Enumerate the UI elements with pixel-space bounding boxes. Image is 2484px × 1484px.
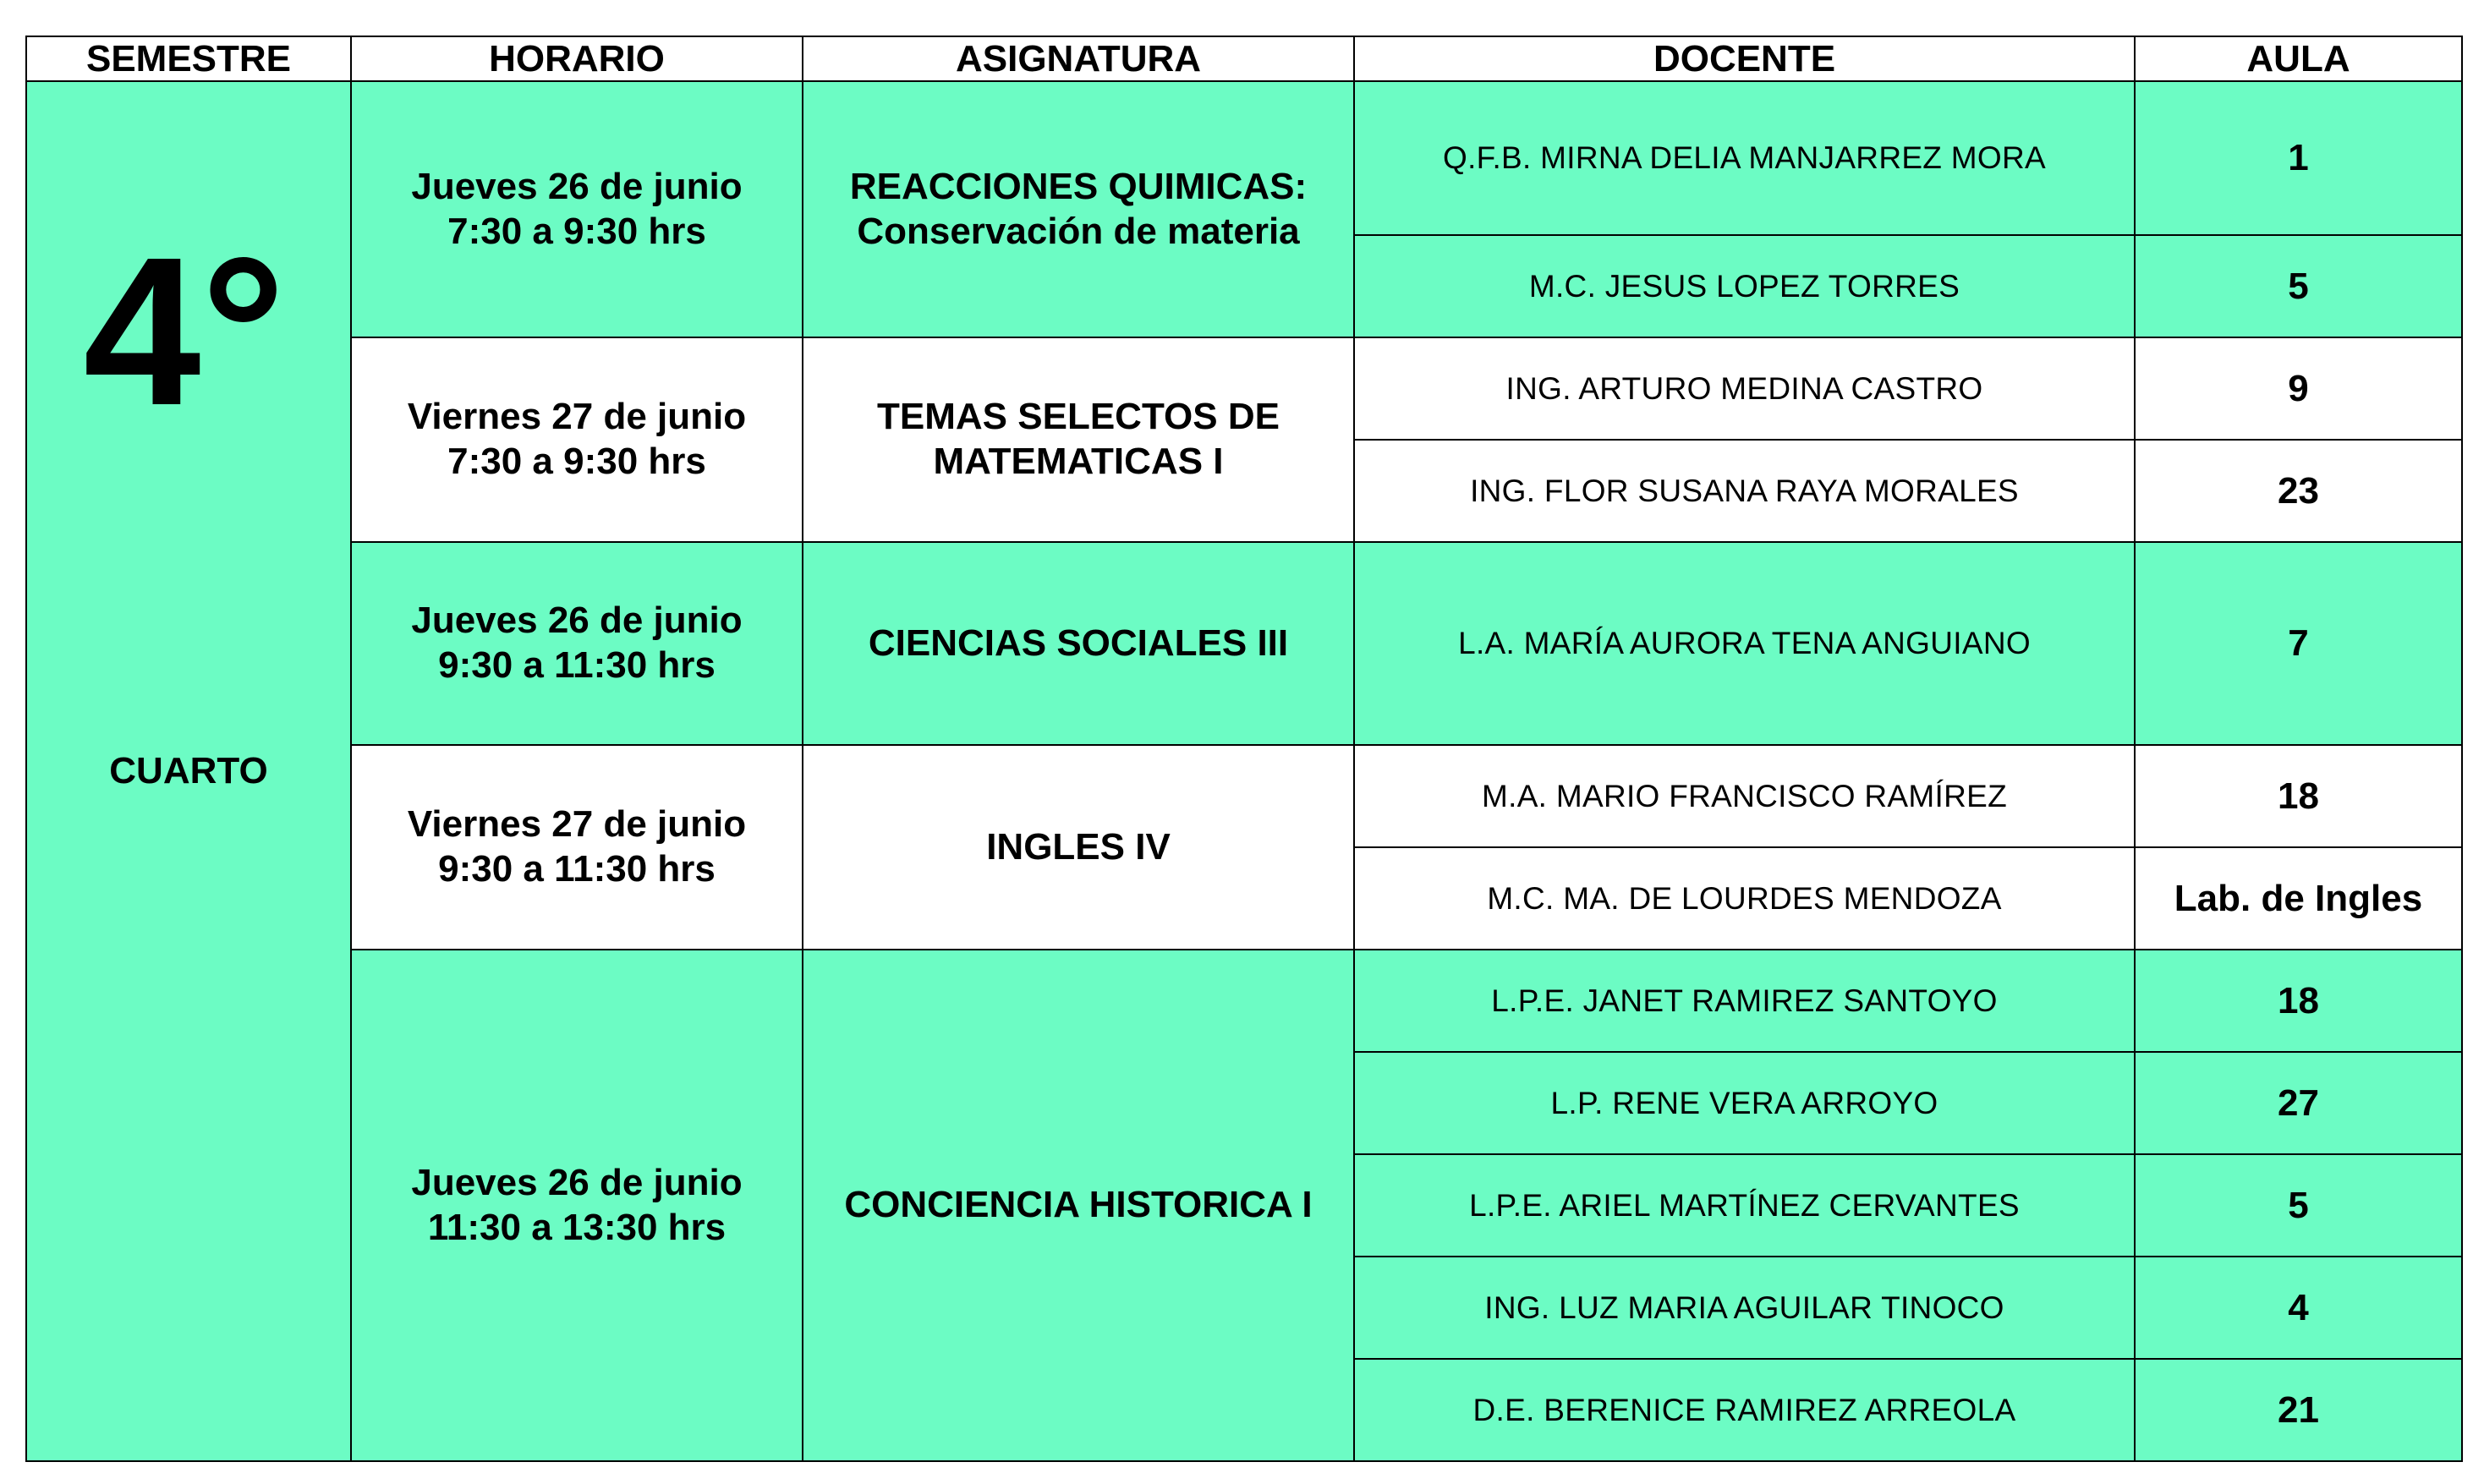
header-row bbox=[26, 36, 2462, 81]
classroom-cell: 7 bbox=[2135, 542, 2462, 745]
schedule-day: Jueves 26 de junio bbox=[411, 165, 743, 207]
exam-schedule-table bbox=[25, 36, 2463, 1462]
teacher-cell: L.P.E. JANET RAMIREZ SANTOYO bbox=[1354, 950, 2135, 1052]
teacher-cell: ING. LUZ MARIA AGUILAR TINOCO bbox=[1354, 1257, 2135, 1359]
classroom-cell: 9 bbox=[2135, 337, 2462, 440]
schedule-hours: 11:30 a 13:30 hrs bbox=[427, 1206, 727, 1248]
subject-subtitle: Conservación de materia bbox=[857, 210, 1300, 252]
semester-cell bbox=[26, 81, 351, 1461]
header-horario: HORARIO bbox=[351, 36, 803, 81]
classroom-cell: 4 bbox=[2135, 1257, 2462, 1359]
schedule-day: Viernes 27 de junio bbox=[407, 803, 747, 846]
subject-name: REACCIONES QUIMICAS: bbox=[849, 165, 1308, 207]
classroom-cell: 5 bbox=[2135, 235, 2462, 337]
schedule-day: Viernes 27 de junio bbox=[407, 396, 747, 438]
classroom-cell: 21 bbox=[2135, 1359, 2462, 1461]
subject-name: TEMAS SELECTOS DE bbox=[877, 396, 1280, 438]
teacher-cell: M.A. MARIO FRANCISCO RAMÍREZ bbox=[1354, 745, 2135, 847]
teacher-cell: ING. ARTURO MEDINA CASTRO bbox=[1354, 337, 2135, 440]
classroom-cell: 18 bbox=[2135, 950, 2462, 1052]
classroom-cell: 27 bbox=[2135, 1052, 2462, 1154]
subject-subtitle: MATEMATICAS I bbox=[933, 441, 1224, 482]
schedule-time-cell bbox=[351, 950, 803, 1461]
table-row bbox=[26, 950, 2462, 1052]
teacher-cell: D.E. BERENICE RAMIREZ ARREOLA bbox=[1354, 1359, 2135, 1461]
classroom-cell: 5 bbox=[2135, 1154, 2462, 1257]
teacher-cell: M.C. JESUS LOPEZ TORRES bbox=[1354, 235, 2135, 337]
subject-cell bbox=[803, 542, 1354, 745]
subject-cell bbox=[803, 337, 1354, 542]
teacher-cell: L.P.E. ARIEL MARTÍNEZ CERVANTES bbox=[1354, 1154, 2135, 1257]
schedule-time-cell bbox=[351, 745, 803, 950]
semester-name: CUARTO bbox=[109, 750, 268, 791]
table-row bbox=[26, 81, 2462, 235]
schedule-time-cell bbox=[351, 337, 803, 542]
header-aula: AULA bbox=[2135, 36, 2462, 81]
classroom-cell: 23 bbox=[2135, 440, 2462, 542]
schedule-hours: 7:30 a 9:30 hrs bbox=[447, 441, 706, 482]
table-row bbox=[26, 542, 2462, 745]
header-asignatura: ASIGNATURA bbox=[803, 36, 1354, 81]
schedule-time-cell bbox=[351, 542, 803, 745]
schedule-time-cell bbox=[351, 81, 803, 337]
teacher-cell: Q.F.B. MIRNA DELIA MANJARREZ MORA bbox=[1354, 81, 2135, 235]
teacher-cell: L.P. RENE VERA ARROYO bbox=[1354, 1052, 2135, 1154]
header-docente: DOCENTE bbox=[1354, 36, 2135, 81]
table-row bbox=[26, 337, 2462, 440]
schedule-hours: 7:30 a 9:30 hrs bbox=[447, 210, 706, 252]
semester-number: 4° bbox=[83, 213, 286, 449]
header-semestre: SEMESTRE bbox=[26, 36, 351, 81]
table-row bbox=[26, 745, 2462, 847]
teacher-cell: L.A. MARÍA AURORA TENA ANGUIANO bbox=[1354, 542, 2135, 745]
teacher-cell: ING. FLOR SUSANA RAYA MORALES bbox=[1354, 440, 2135, 542]
subject-name: INGLES IV bbox=[986, 825, 1171, 868]
subject-cell bbox=[803, 950, 1354, 1461]
subject-name: CONCIENCIA HISTORICA I bbox=[844, 1184, 1313, 1226]
schedule-day: Jueves 26 de junio bbox=[411, 600, 743, 642]
schedule-day: Jueves 26 de junio bbox=[411, 1161, 743, 1203]
schedule-hours: 9:30 a 11:30 hrs bbox=[438, 848, 716, 890]
teacher-cell: M.C. MA. DE LOURDES MENDOZA bbox=[1354, 847, 2135, 950]
classroom-cell: Lab. de Ingles bbox=[2135, 847, 2462, 950]
classroom-cell: 1 bbox=[2135, 81, 2462, 235]
classroom-cell: 18 bbox=[2135, 745, 2462, 847]
schedule-hours: 9:30 a 11:30 hrs bbox=[438, 644, 716, 686]
subject-name: CIENCIAS SOCIALES III bbox=[868, 622, 1289, 664]
subject-cell bbox=[803, 81, 1354, 337]
subject-cell bbox=[803, 745, 1354, 950]
